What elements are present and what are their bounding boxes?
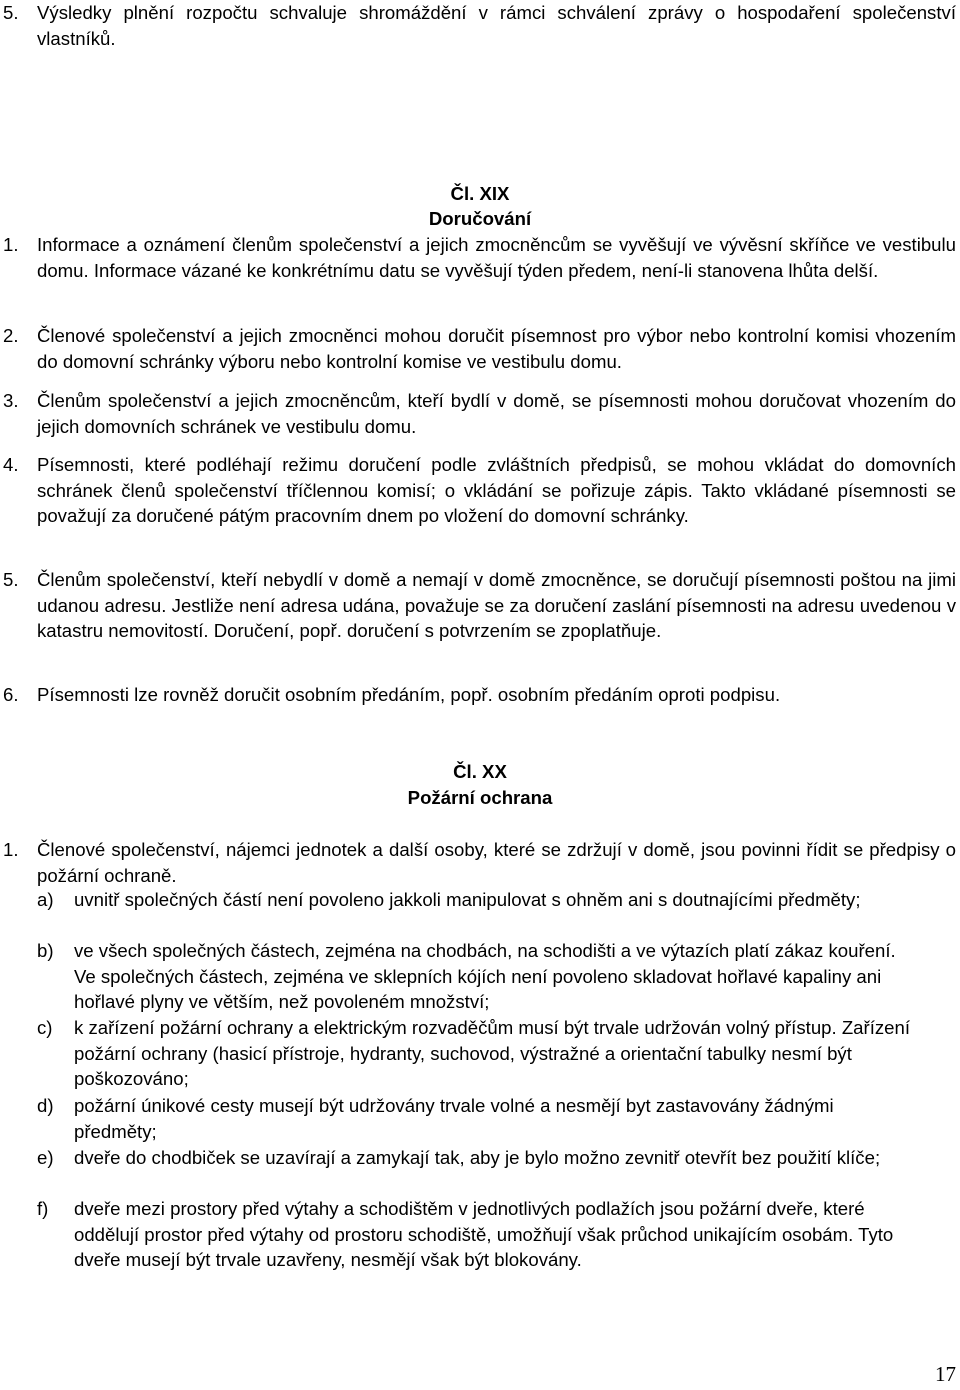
item-number: 4. — [3, 454, 19, 475]
item-number: 3. — [3, 390, 19, 411]
sub-item — [37, 1196, 917, 1273]
item-text: Písemnosti, které podléhají režimu doručení podle zvláštních předpisů, se mohou vkládat do domovních schránek členů společenství tříčlennou komisí; o vkládání se pořizuje zápis. Takto vkládané písemnosti se považují za doručené pátým pracovním dnem po vložení do domovní schránky. — [37, 454, 956, 527]
section-subtitle: Doručování — [428, 208, 532, 229]
sub-item-text: požární únikové cesty musejí být udržovány trvale volné a nesmějí byt zastavovány žádnými předměty; — [74, 1095, 834, 1142]
item-number: 5. — [3, 2, 19, 23]
sub-item-letter: f) — [37, 1198, 49, 1219]
section-title: Čl. XX — [453, 761, 507, 782]
sub-item-text: uvnitř společných částí není povoleno jakkoli manipulovat s ohněm ani s doutnajícími předměty; — [74, 889, 861, 910]
sub-item-text: dveře do chodbiček se uzavírají a zamykají tak, aby je bylo možno zevnitř otevřít bez použití klíče; — [74, 1147, 881, 1168]
section-subtitle: Požární ochrana — [407, 787, 553, 808]
sub-item — [37, 887, 917, 913]
list-item — [3, 232, 956, 283]
sub-item-text: k zařízení požární ochrany a elektrickým rozvaděčům musí být trvale udržován volný přístup. Zařízení požární ochrany (hasicí přístroje, hydranty, suchovod, výstražné a orientační tabulky nesmí být poškozováno; — [74, 1017, 911, 1090]
sub-item-letter: a) — [37, 889, 54, 910]
section-title: Čl. XIX — [450, 183, 510, 204]
item-number: 1. — [3, 839, 19, 860]
sub-item — [37, 1145, 917, 1171]
list-item — [3, 388, 956, 439]
item-text: Členové společenství, nájemci jednotek a další osoby, které se zdržují v domě, jsou povinni řídit se předpisy o požární ochraně. — [37, 839, 956, 886]
list-item — [3, 682, 956, 708]
list-item — [3, 837, 956, 888]
sub-item — [37, 938, 917, 1015]
sub-item-text: dveře mezi prostory před výtahy a schodištěm v jednotlivých podlažích jsou požární dveře, které oddělují prostor před výtahy od prostoru schodiště, umožňují však průchod unikajícím osobám. Tyto dveře musejí být trvale uzavřeny, nesmějí však být blokovány. — [74, 1198, 894, 1271]
sub-item-letter: b) — [37, 940, 54, 961]
list-item — [3, 323, 956, 374]
item-text: Výsledky plnění rozpočtu schvaluje shromáždění v rámci schválení zprávy o hospodaření společenství vlastníků. — [37, 2, 956, 49]
sub-item-letter: c) — [37, 1017, 53, 1038]
item-text: Informace a oznámení členům společenství a jejich zmocněncům se vyvěšují ve vývěsní skříňce ve vestibulu domu. Informace vázané ke konkrétnímu datu se vyvěšují týden předem, není-li stanovena lhůta delší. — [37, 234, 956, 281]
item-number: 2. — [3, 325, 19, 346]
page-number: 17 — [935, 1362, 956, 1386]
item-number: 5. — [3, 569, 19, 590]
list-item — [3, 0, 956, 51]
item-number: 6. — [3, 684, 19, 705]
item-text: Členům společenství, kteří nebydlí v domě a nemají v domě zmocněnce, se doručují písemnosti poštou na jimi udanou adresu. Jestliže není adresa udána, považuje se za doručení zaslání písemnosti na adresu uvedenou v katastru nemovitostí. Doručení, popř. doručení s potvrzením se zpoplatňuje. — [37, 569, 956, 642]
item-number: 1. — [3, 234, 19, 255]
sub-item-text: ve všech společných částech, zejména na chodbách, na schodišti a ve výtazích platí zákaz kouření. Ve společných částech, zejména ve sklepních kójích není povoleno skladovat hořlavé kapaliny ani hořlavé plyny ve větším, než povoleném množství; — [74, 940, 896, 1013]
sub-item-letter: e) — [37, 1147, 54, 1168]
list-item — [3, 567, 956, 644]
item-text: Členové společenství a jejich zmocněnci mohou doručit písemnost pro výbor nebo kontrolní komisi vhozením do domovní schránky výboru nebo kontrolní komise ve vestibulu domu. — [37, 325, 956, 372]
sub-item — [37, 1015, 917, 1092]
item-text: Členům společenství a jejich zmocněncům, kteří bydlí v domě, se písemnosti mohou doručovat vhozením do jejich domovních schránek ve vestibulu domu. — [37, 390, 956, 437]
item-text: Písemnosti lze rovněž doručit osobním předáním, popř. osobním předáním oproti podpisu. — [37, 684, 781, 705]
sub-item-letter: d) — [37, 1095, 54, 1116]
sub-item — [37, 1093, 917, 1144]
list-item — [3, 452, 956, 529]
